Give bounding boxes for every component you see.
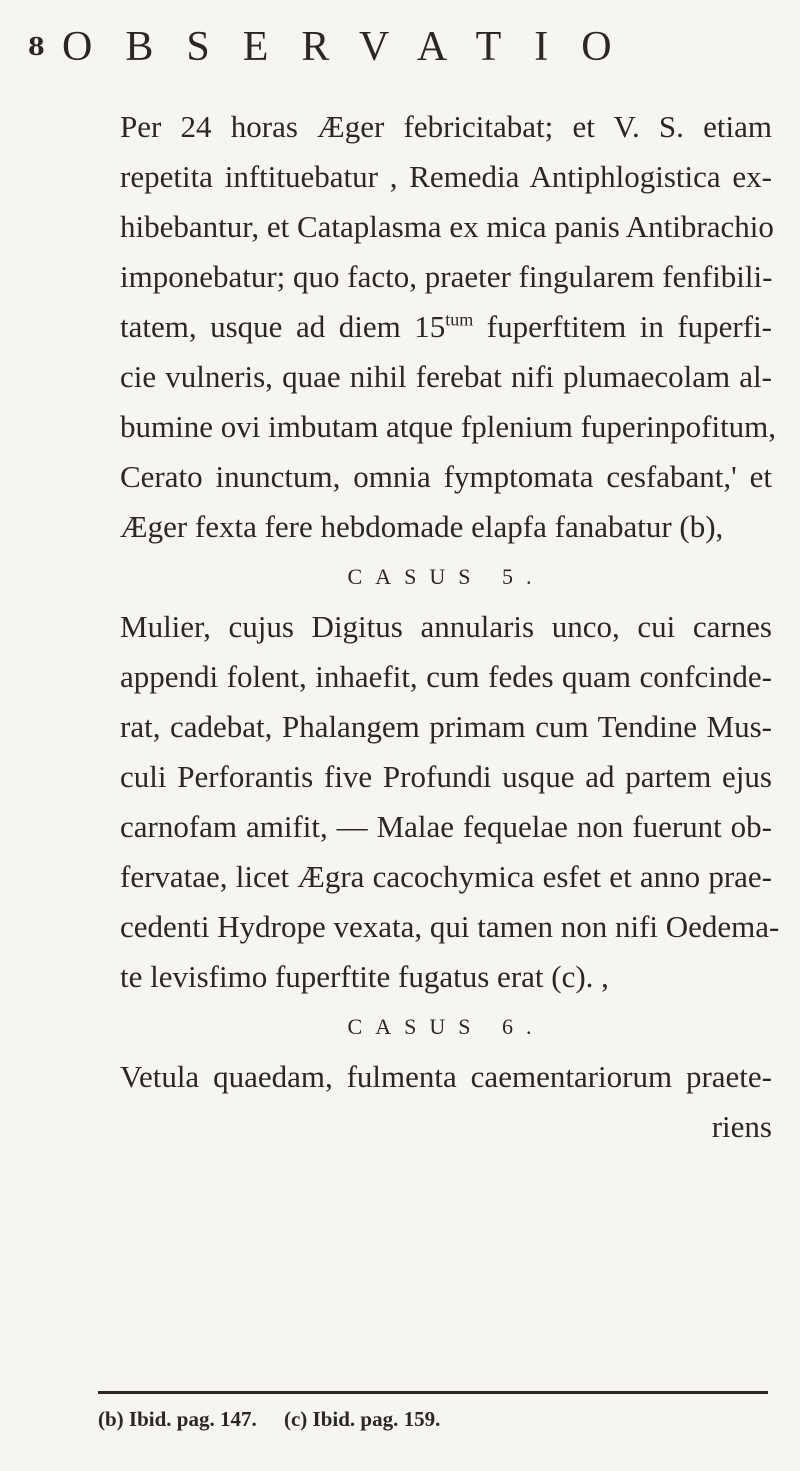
text-line: Cerato inunctum, omnia fymptomata cesfabant,' et bbox=[120, 459, 772, 494]
footnotes bbox=[98, 1404, 768, 1434]
superscript: tum bbox=[445, 309, 474, 330]
text-line: appendi folent, inhaefit, cum fedes quam confcinde- bbox=[120, 659, 772, 694]
text-line: Mulier, cujus Digitus annularis unco, cui carnes bbox=[120, 609, 772, 644]
page-number: 8 bbox=[28, 32, 45, 61]
page-header bbox=[28, 22, 748, 72]
footnote-c: (c) Ibid. pag. 159. bbox=[283, 1407, 441, 1431]
section-heading-casus-6: CASUS 6. bbox=[347, 1014, 545, 1039]
running-head: OBSERVATIO bbox=[62, 24, 645, 70]
text-line: Per 24 horas Æger febricitabat; et V. S. etiam bbox=[120, 109, 772, 144]
text-fragment: tatem, usque ad diem 15 bbox=[120, 309, 446, 344]
text-line: carnofam amifit, — Malae fequelae non fuerunt ob- bbox=[120, 809, 772, 844]
body-text bbox=[120, 102, 780, 1152]
text-line: imponebatur; quo facto, praeter fingularem fenfibili- bbox=[120, 259, 773, 294]
text-line: Æger fexta fere hebdomade elapfa fanabatur (b), bbox=[120, 509, 724, 544]
text-line: fervatae, licet Ægra cacochymica esfet et anno prae- bbox=[120, 859, 772, 894]
text-line: bumine ovi imbutam atque fplenium fuperinpofitum, bbox=[120, 409, 777, 444]
text-line: Vetula quaedam, fulmenta caementariorum praete- bbox=[120, 1059, 772, 1094]
text-fragment: fuperftitem in fuperfi- bbox=[473, 309, 773, 344]
text-line: cedenti Hydrope vexata, qui tamen non nifi Oedema- bbox=[120, 909, 780, 944]
text-line: rat, cadebat, Phalangem primam cum Tendine Mus- bbox=[120, 709, 772, 744]
text-line: repetita inftituebatur , Remedia Antiphlogistica ex- bbox=[120, 159, 772, 194]
text-line: te levisfimo fuperftite fugatus erat (c). , bbox=[120, 959, 609, 994]
footnote-divider bbox=[98, 1391, 768, 1394]
section-heading-casus-5: CASUS 5. bbox=[347, 564, 545, 589]
text-line: culi Perforantis five Profundi usque ad partem ejus bbox=[120, 759, 772, 794]
text-line: riens bbox=[711, 1109, 772, 1144]
text-line-with-superscript bbox=[120, 302, 772, 352]
text-line: cie vulneris, quae nihil ferebat nifi plumaecolam al- bbox=[120, 359, 772, 394]
text-line: hibebantur, et Cataplasma ex mica panis Antibrachio bbox=[120, 209, 774, 244]
footnote-b: (b) Ibid. pag. 147. bbox=[98, 1407, 257, 1431]
